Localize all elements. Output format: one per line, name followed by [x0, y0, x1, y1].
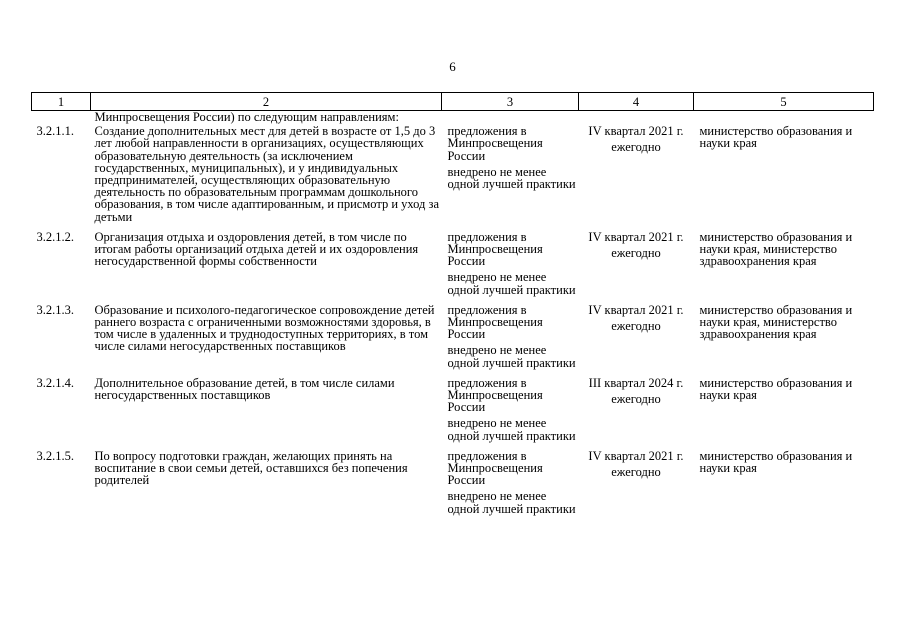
column-header-1: 1 — [32, 93, 91, 111]
item-number: 3.2.1.4. — [36, 375, 74, 390]
table-header — [32, 93, 874, 111]
continuation-text: Минпросвещения России) по следующим направлениям: — [94, 110, 399, 124]
result-proposal: предложения в Минпросвещения России — [447, 448, 543, 488]
table-row — [32, 375, 874, 448]
item-number: 3.2.1.2. — [36, 229, 74, 244]
page-number: 6 — [449, 59, 456, 74]
result-proposal: предложения в Минпросвещения России — [447, 302, 543, 342]
term-quarter: III квартал 2024 г. — [588, 375, 684, 390]
result-proposal: предложения в Минпросвещения России — [447, 375, 543, 415]
result-practice: внедрено не менее одной лучшей практики — [447, 164, 576, 192]
item-term — [579, 375, 694, 448]
item-description: Образование и психолого-педагогическое сопровождение детей раннего возраста с ограниченными возможностями здоровья, в том числе в удаленных и труднодоступных территориях, в том числе силами негосударственных поставщиков — [94, 302, 435, 354]
continuation-row — [32, 111, 874, 124]
item-result — [442, 448, 579, 515]
column-header-3: 3 — [442, 93, 579, 111]
item-description: По вопросу подготовки граждан, желающих принять на воспитание в свои семьи детей, оставшихся без попечения родителей — [94, 448, 408, 488]
item-term — [579, 448, 694, 515]
column-header-2: 2 — [91, 93, 442, 111]
item-number: 3.2.1.3. — [36, 302, 74, 317]
table-row — [32, 448, 874, 515]
item-description: Создание дополнительных мест для детей в возрасте от 1,5 до 3 лет любой направленности в организациях, осуществляющих образовательную деятельность (за исключением государственных, муниципальных), и у индивидуальных предпринимателей, осуществляющих образовательную деятельность по образовательным программам дошкольного образования, в том числе адаптированным, и присмотр и уход за детьми — [94, 124, 440, 224]
item-term — [579, 229, 694, 302]
item-number: 3.2.1.1. — [36, 124, 74, 139]
term-quarter: IV квартал 2021 г. — [588, 448, 684, 463]
item-result — [442, 123, 579, 229]
term-quarter: IV квартал 2021 г. — [588, 302, 684, 317]
item-responsible: министерство образования и науки края, министерство здравоохранения края — [699, 229, 853, 269]
column-header-5: 5 — [694, 93, 874, 111]
result-practice: внедрено не менее одной лучшей практики — [447, 270, 576, 297]
item-term — [579, 123, 694, 229]
item-result — [442, 375, 579, 448]
term-annual: ежегодно — [611, 465, 661, 480]
item-responsible: министерство образования и науки края — [699, 448, 853, 476]
item-responsible: министерство образования и науки края — [699, 375, 853, 403]
result-practice: внедрено не менее одной лучшей практики — [447, 343, 576, 370]
table-row — [32, 229, 874, 302]
term-annual: ежегодно — [611, 140, 661, 155]
item-description: Организация отдыха и оздоровления детей, в том числе по итогам работы организаций отдыха детей и их оздоровления негосударственной формы собственности — [94, 229, 419, 269]
item-responsible: министерство образования и науки края, министерство здравоохранения края — [699, 302, 853, 342]
term-annual: ежегодно — [611, 319, 661, 334]
column-header-4: 4 — [579, 93, 694, 111]
table-row — [32, 302, 874, 375]
item-result — [442, 302, 579, 375]
term-quarter: IV квартал 2021 г. — [588, 124, 684, 139]
result-proposal: предложения в Минпросвещения России — [447, 229, 543, 269]
term-annual: ежегодно — [611, 246, 661, 261]
result-proposal: предложения в Минпросвещения России — [447, 124, 543, 163]
term-quarter: IV квартал 2021 г. — [588, 229, 684, 244]
result-practice: внедрено не менее одной лучшей практики — [447, 416, 576, 443]
item-description: Дополнительное образование детей, в том числе силами негосударственных поставщиков — [94, 375, 395, 403]
plan-table — [31, 92, 874, 515]
result-practice: внедрено не менее одной лучшей практики — [447, 489, 576, 516]
item-number: 3.2.1.5. — [36, 448, 74, 463]
term-annual: ежегодно — [611, 392, 661, 407]
item-responsible: министерство образования и науки края — [699, 124, 853, 151]
table-row — [32, 123, 874, 229]
item-term — [579, 302, 694, 375]
item-result — [442, 229, 579, 302]
